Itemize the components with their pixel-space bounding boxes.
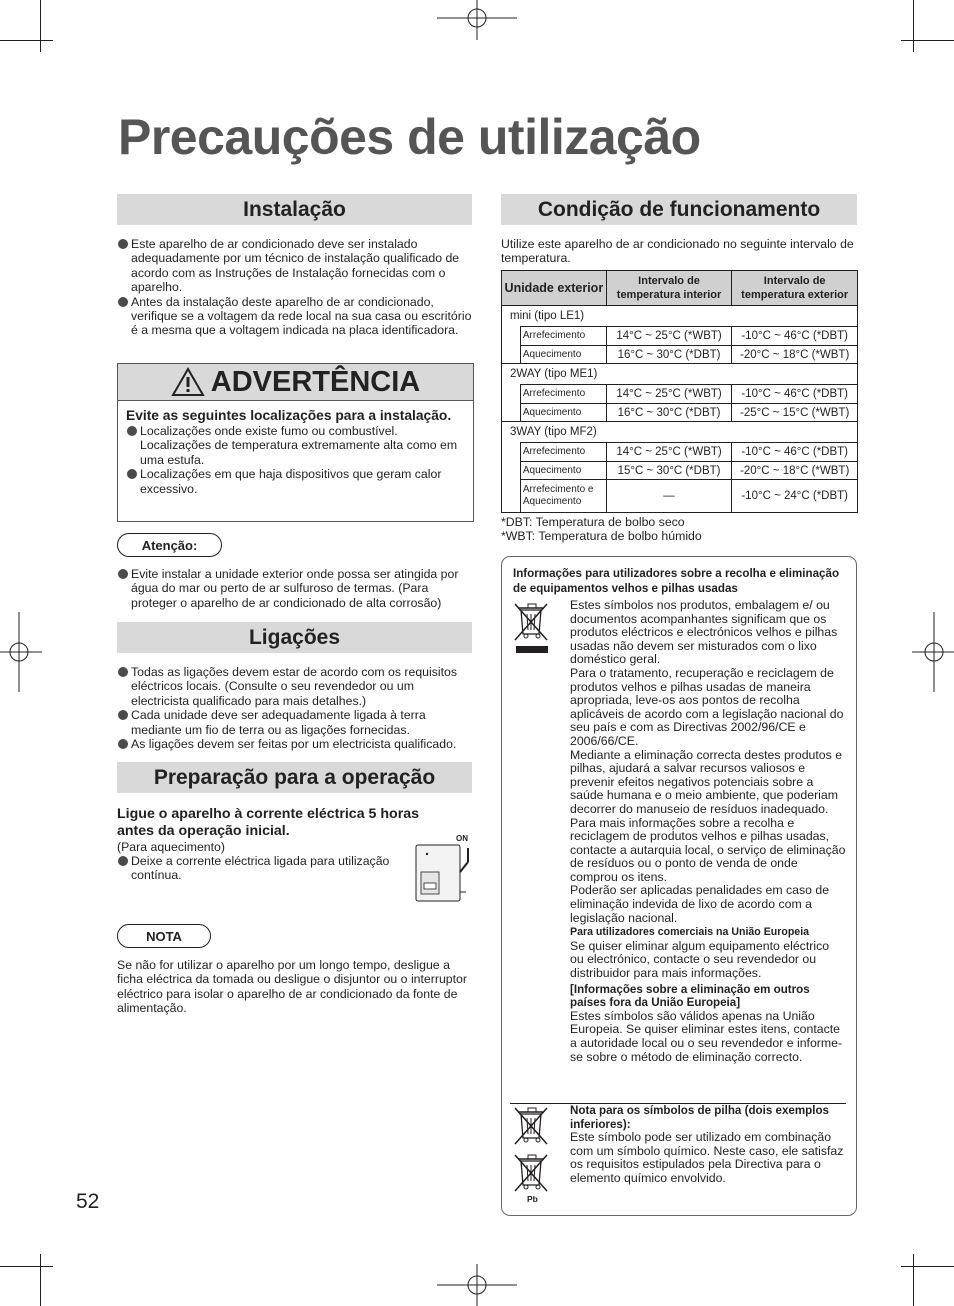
outside-eu-heading: [Informações sobre a eliminação em outros países fora da União Europeia] xyxy=(570,982,810,1010)
registration-mark-top xyxy=(437,0,517,44)
table-header: Unidade exterior xyxy=(502,271,607,306)
battery-bin-pb-icon xyxy=(512,1153,552,1195)
battery-bin-icon xyxy=(512,1106,552,1148)
disposal-paragraph: Poderão ser aplicadas penalidades em caso de eliminação indevida de lixo de acordo com a legislação nacional. xyxy=(570,883,830,925)
list-item: Todas as ligações devem estar de acordo com os requisitos eléctricos locais. (Consulte o seu revendedor ou um electricista qualificado para mais detalhes.) xyxy=(117,665,475,708)
footnote: *DBT: Temperatura de bolbo seco xyxy=(501,515,685,529)
warning-subtitle: Evite as seguintes localizações para a instalação. xyxy=(126,408,452,423)
table-row: Arrefecimento 14°C ~ 25°C (*WBT) -10°C ~ 46°C (*DBT) xyxy=(502,327,858,346)
preparation-note: (Para aquecimento) xyxy=(117,840,225,854)
table-group-name: 2WAY (tipo ME1) xyxy=(502,364,858,385)
table-row: Arrefecimento 14°C ~ 25°C (*WBT) -10°C ~ 46°C (*DBT) xyxy=(502,443,858,462)
table-row: Aquecimento 15°C ~ 30°C (*DBT) -20°C ~ 18°C (*WBT) xyxy=(502,462,858,480)
preparation-list xyxy=(117,854,407,883)
table-group-name: mini (tipo LE1) xyxy=(502,306,858,327)
installation-list xyxy=(117,237,473,338)
attention-label: Atenção: xyxy=(117,533,222,557)
table-row: Arrefecimento e Aquecimento — -10°C ~ 24°C (*DBT) xyxy=(502,480,858,513)
operating-table xyxy=(501,270,858,513)
warning-header xyxy=(118,364,473,401)
battery-note xyxy=(570,1104,846,1186)
registration-mark-right xyxy=(912,612,954,692)
table-row: Aquecimento 16°C ~ 30°C (*DBT) -25°C ~ 15°C (*WBT) xyxy=(502,404,858,422)
crossed-bin-icon xyxy=(512,600,552,656)
battery-heading: Nota para os símbolos de pilha (dois exemplos inferiores): xyxy=(570,1104,829,1131)
installation-heading: Instalação xyxy=(117,194,472,225)
registration-mark-bottom xyxy=(437,1264,517,1306)
preparation-bold: Ligue o aparelho à corrente eléctrica 5 horas antes da operação inicial. xyxy=(117,806,419,839)
disposal-heading: Informações para utilizadores sobre a recolha e eliminação de equipamentos velhos e pilhas usadas xyxy=(513,567,840,595)
list-item: As ligações devem ser feitas por um electricista qualificado. xyxy=(117,737,475,751)
disposal-paragraph: Mediante a eliminação correcta destes produtos e pilhas, ajudará a salvar recursos valiosos e prevenir efeitos negativos potenciais sobre a saúde humana e o meio ambiente, que poderiam decorrer do manuseio de resíduos inadequado. xyxy=(570,747,843,816)
connections-heading: Ligações xyxy=(117,622,472,653)
page-number: 52 xyxy=(76,1190,100,1213)
page-title: Precauções de utilização xyxy=(118,109,701,165)
pb-label: Pb xyxy=(527,1194,538,1204)
operating-heading: Condição de funcionamento xyxy=(501,194,857,225)
disposal-paragraph: Estes símbolos nos produtos, embalagem e/ ou documentos acompanhantes significam que os produtos eléctricos e electrónicos velhos e pilhas usadas não devem ser misturados com o lixo doméstico geral. xyxy=(570,598,838,667)
switch-on-label: ON xyxy=(456,834,468,843)
list-item: Este aparelho de ar condicionado deve ser instalado adequadamente por um técnico de instalação qualificado de acordo com as Instruções de Instalação fornecidas com o aparelho. xyxy=(117,237,473,295)
footnote: *WBT: Temperatura de bolbo húmido xyxy=(501,529,702,543)
table-group-name: 3WAY (tipo MF2) xyxy=(502,422,858,443)
operating-intro: Utilize este aparelho de ar condicionado no seguinte intervalo de temperatura. xyxy=(501,237,854,266)
table-header: Intervalo de temperatura interior xyxy=(606,271,732,306)
warning-title: ADVERTÊNCIA xyxy=(210,365,421,398)
list-item: Localizações onde existe fumo ou combustível. Localizações de temperatura extremamente alta como em uma estufa. xyxy=(126,424,465,467)
disposal-paragraph: Se quiser eliminar algum equipamento eléctrico ou electrónico, contacte o seu revendedor ou distribuidor para mais informações. xyxy=(570,938,830,981)
preparation-heading: Preparação para a operação xyxy=(117,762,472,793)
nota-text: Se não for utilizar o aparelho por um longo tempo, desligue a ficha eléctrica da tomada ou desligue o disjuntor ou o interruptor eléctrico para isolar o aparelho de ar condicionado da fonte de alimentação. xyxy=(117,958,467,1016)
warning-list xyxy=(126,424,465,496)
commercial-heading: Para utilizadores comerciais na União Europeia xyxy=(570,926,810,939)
table-header: Intervalo de temperatura exterior xyxy=(732,271,858,306)
list-item: Localizações em que haja dispositivos que geram calor excessivo. xyxy=(126,467,465,496)
list-item: Evite instalar a unidade exterior onde possa ser atingida por água do mar ou perto de ar sulfuroso de termas. (Para proteger o aparelho de ar condicionado de alta corrosão) xyxy=(117,567,473,610)
registration-mark-left xyxy=(0,612,42,692)
attention-list xyxy=(117,567,473,610)
connections-list xyxy=(117,665,475,751)
disposal-text xyxy=(570,599,846,1064)
table-row: Aquecimento 16°C ~ 30°C (*DBT) -20°C ~ 18°C (*WBT) xyxy=(502,346,858,364)
warning-box xyxy=(117,363,474,522)
disposal-paragraph: Estes símbolos são válidos apenas na União Europeia. Se quiser eliminar estes itens, contacte a autoridade local ou o seu revendedor e informe-se sobre o método de eliminação correcto. xyxy=(570,1008,843,1064)
list-item: Antes da instalação deste aparelho de ar condicionado, verifique se a voltagem da rede local na sua casa ou escritório é a mesma que a voltagem indicada na placa identificadora. xyxy=(117,295,473,338)
table-row: Arrefecimento 14°C ~ 25°C (*WBT) -10°C ~ 46°C (*DBT) xyxy=(502,385,858,404)
warning-triangle-icon xyxy=(171,367,205,397)
disposal-paragraph: Este símbolo pode ser utilizado em combinação com um símbolo químico. Neste caso, ele satisfaz os requisitos estipulados pela Directiva para o elemento químico envolvido. xyxy=(570,1130,844,1185)
disposal-paragraph: Para mais informações sobre a recolha e reciclagem de produtos velhos e pilhas usadas, contacte a autarquia local, o serviço de eliminação de resíduos ou o ponto de venda de onde comprou os itens. xyxy=(570,815,846,884)
breaker-switch-icon xyxy=(412,842,472,904)
nota-label: NOTA xyxy=(117,924,211,948)
list-item: Cada unidade deve ser adequadamente ligada à terra mediante um fio de terra ou as ligações fornecidas. xyxy=(117,708,475,737)
list-item: Deixe a corrente eléctrica ligada para utilização contínua. xyxy=(117,854,407,883)
disposal-paragraph: Para o tratamento, recuperação e reciclagem de produtos velhos e pilhas usadas de maneira apropriada, leve-os aos pontos de recolha aplicáveis de acordo com a legislação nacional do seu país e com as Directivas 2002/96/CE e 2006/66/CE. xyxy=(570,665,844,748)
